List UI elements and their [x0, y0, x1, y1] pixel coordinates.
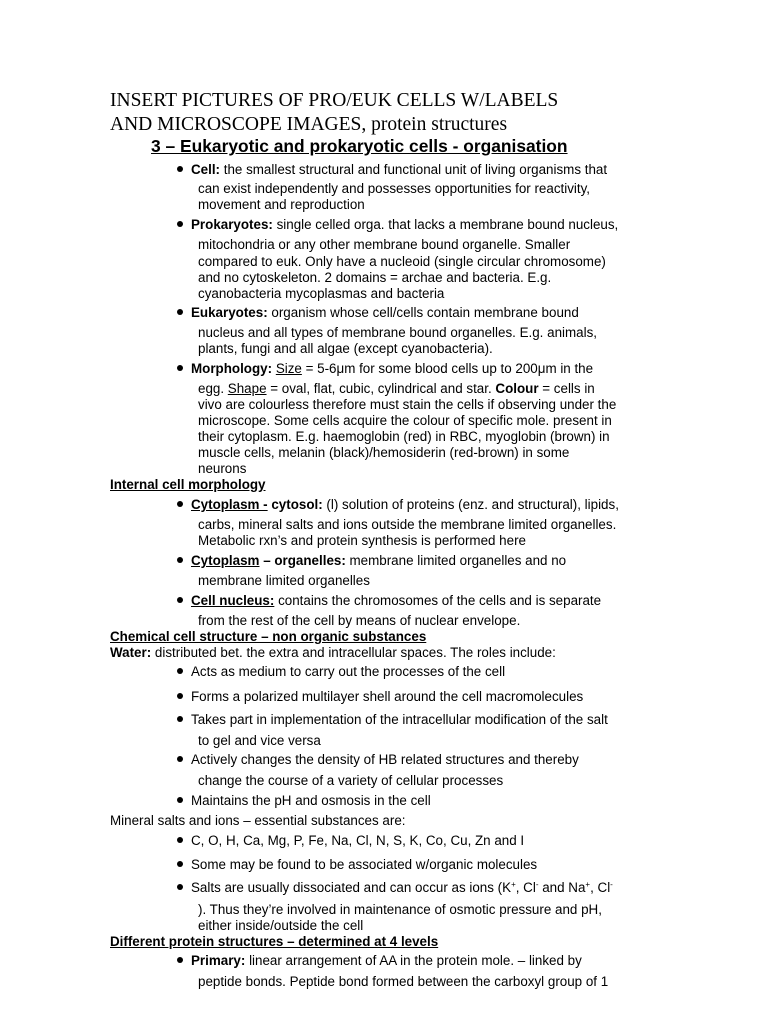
def-prokaryotes-text: single celled orga. that lacks a membrane bound nucleus,: [272, 217, 619, 232]
bullet-icon: [177, 166, 183, 172]
nucleus-line-2: from the rest of the cell by means of nuclear envelope.: [198, 613, 521, 628]
water-item-5: Maintains the pH and osmosis in the cell: [191, 793, 431, 808]
water-item-1: Acts as medium to carry out the processes of the cell: [191, 664, 506, 679]
def-morphology-line-4: microscope. Some cells acquire the colour of specific mole. present in: [198, 413, 612, 428]
def-morphology-line-2: [198, 381, 595, 397]
term-morphology: Morphology:: [191, 361, 273, 376]
cytosol-line-1: [191, 497, 619, 513]
ions-text-b: , Cl: [515, 880, 536, 895]
primary-line-2: peptide bonds. Peptide bond formed between the carboxyl group of 1: [198, 974, 609, 989]
def-eukaryotes-text: organism whose cell/cells contain membrane bound: [267, 305, 579, 320]
def-morphology-line-6: muscle cells, melanin (black)/hemosiderin (red-brown) in some: [198, 445, 570, 460]
bullet-icon: [177, 221, 183, 227]
section-title: 3 – Eukaryotic and prokaryotic cells - organisation: [151, 136, 568, 156]
internal-heading: Internal cell morphology: [110, 477, 266, 492]
bullet-icon: [177, 365, 183, 371]
bullet-icon: [177, 957, 183, 963]
ion-charge-k: +: [511, 880, 516, 889]
size-text: = 5-6μm for some blood cells up to 200μm in the: [301, 361, 594, 376]
bullet-icon: [177, 309, 183, 315]
organelles-line-1: [191, 553, 566, 569]
proteins-heading: Different protein structures – determined at 4 levels: [110, 934, 439, 949]
def-prokaryotes-line-3: compared to euk. Only have a nucleoid (single circular chromosome): [198, 254, 606, 269]
mineral-item-2: Some may be found to be associated w/organic molecules: [191, 857, 538, 872]
bullet-icon: [177, 884, 183, 890]
egg-text: egg.: [198, 381, 228, 396]
term-primary: Primary:: [191, 953, 246, 968]
nucleus-line-1: [191, 593, 601, 609]
ions-text-c: and Na: [538, 880, 586, 895]
def-cell-text: the smallest structural and functional unit of living organisms that: [220, 162, 608, 177]
def-morphology-line-7: neurons: [198, 461, 247, 476]
def-cell-line-2: can exist independently and possesses opportunities for reactivity,: [198, 181, 591, 196]
ion-charge-cl-2: -: [610, 880, 613, 889]
primary-line-1: [191, 953, 582, 969]
bullet-icon: [177, 597, 183, 603]
def-eukaryotes-line-2: nucleus and all types of membrane bound organelles. E.g. animals,: [198, 325, 597, 340]
def-prokaryotes-line-4: and no cytoskeleton. 2 domains = archae and bacteria. E.g.: [198, 270, 552, 285]
header-line-1: INSERT PICTURES OF PRO/EUK CELLS W/LABELS: [110, 90, 559, 111]
def-prokaryotes-line-2: mitochondria or any other membrane bound organelle. Smaller: [198, 237, 571, 252]
def-prokaryotes-line-5: cyanobacteria mycoplasmas and bacteria: [198, 286, 445, 301]
header-line-2: AND MICROSCOPE IMAGES, protein structures: [110, 114, 508, 135]
term-water: Water:: [110, 645, 152, 660]
def-morphology-line-5: their cytoplasm. E.g. haemoglobin (red) in RBC, myoglobin (brown) in: [198, 429, 610, 444]
bullet-icon: [177, 716, 183, 722]
mineral-intro: Mineral salts and ions – essential substances are:: [110, 813, 406, 828]
ion-charge-na: +: [585, 880, 591, 889]
organelles-text: membrane limited organelles and no: [345, 553, 567, 568]
colour-text: = cells in: [538, 381, 595, 396]
def-eukaryotes-line-1: [191, 305, 579, 321]
mineral-item-3-line-3: either inside/outside the cell: [198, 918, 364, 933]
cytosol-line-2: carbs, mineral salts and ions outside the membrane limited organelles.: [198, 517, 617, 532]
shape-text: = oval, flat, cubic, cylindrical and star.: [266, 381, 496, 396]
water-item-3-line-2: to gel and vice versa: [198, 733, 321, 748]
primary-text: linear arrangement of AA in the protein mole. – linked by: [245, 953, 582, 968]
bullet-icon: [177, 756, 183, 762]
def-eukaryotes-line-3: plants, fungi and all algae (except cyanobacteria).: [198, 341, 493, 356]
ion-charge-cl: -: [535, 880, 539, 889]
bullet-icon: [177, 668, 183, 674]
def-prokaryotes-line-1: [191, 217, 618, 233]
shape-word: Shape: [227, 381, 267, 396]
term-cell-nucleus: Cell nucleus:: [191, 593, 275, 608]
bullet-icon: [177, 501, 183, 507]
mineral-item-3-line-1: [191, 880, 613, 896]
bullet-icon: [177, 861, 183, 867]
def-morphology-line-1: [191, 361, 593, 377]
water-item-3-line-1: Takes part in implementation of the intracellular modification of the salt: [191, 712, 608, 727]
ions-text-d: , Cl: [590, 880, 611, 895]
water-item-2: Forms a polarized multilayer shell around the cell macromolecules: [191, 689, 584, 704]
water-item-4-line-1: Actively changes the density of HB related structures and thereby: [191, 752, 579, 767]
water-intro: [110, 645, 556, 661]
def-morphology-line-3: vivo are colourless therefore must stain the cells if observing under the: [198, 397, 617, 412]
size-word: Size: [275, 361, 302, 376]
organelles-line-2: membrane limited organelles: [198, 573, 370, 588]
term-cytoplasm-cytosol: Cytoplasm -: [191, 497, 268, 512]
term-cell: Cell:: [191, 162, 221, 177]
bullet-icon: [177, 693, 183, 699]
bullet-icon: [177, 837, 183, 843]
bullet-icon: [177, 797, 183, 803]
water-item-4-line-2: change the course of a variety of cellular processes: [198, 773, 504, 788]
mineral-item-1: C, O, H, Ca, Mg, P, Fe, Na, Cl, N, S, K, Co, Cu, Zn and I: [191, 833, 525, 848]
term-eukaryotes: Eukaryotes:: [191, 305, 268, 320]
term-organelles: – organelles:: [259, 553, 346, 568]
term-cytosol: cytosol:: [267, 497, 323, 512]
cytosol-line-3: Metabolic rxn’s and protein synthesis is performed here: [198, 533, 526, 548]
term-prokaryotes: Prokaryotes:: [191, 217, 273, 232]
colour-word: Colour: [495, 381, 539, 396]
mineral-item-3-line-2: ). Thus they’re involved in maintenance of osmotic pressure and pH,: [198, 902, 602, 917]
ions-text-a: Salts are usually dissociated and can occur as ions (K: [191, 880, 512, 895]
term-cytoplasm-organelles: Cytoplasm: [191, 553, 260, 568]
bullet-icon: [177, 557, 183, 563]
def-cell-line-3: movement and reproduction: [198, 197, 365, 212]
nucleus-text: contains the chromosomes of the cells and is separate: [274, 593, 602, 608]
water-text: distributed bet. the extra and intracellular spaces. The roles include:: [151, 645, 556, 660]
def-cell-line-1: [191, 162, 607, 178]
chemical-heading: Chemical cell structure – non organic substances: [110, 629, 427, 644]
cytosol-text: (l) solution of proteins (enz. and structural), lipids,: [322, 497, 619, 512]
